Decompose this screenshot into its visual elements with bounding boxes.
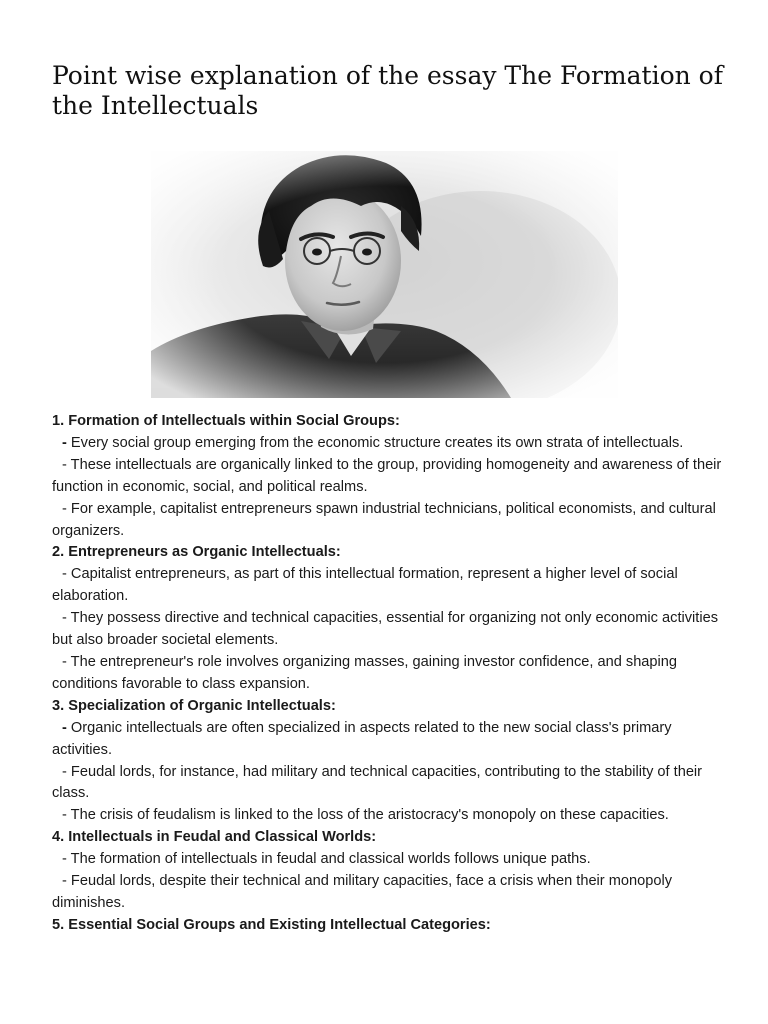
list-item	[52, 762, 724, 806]
section-heading: 3. Specialization of Organic Intellectuals:	[52, 697, 336, 714]
section-1	[52, 411, 724, 542]
point-text: They possess directive and technical capacities, essential for organizing not only economic activities but also broader societal elements.	[52, 610, 718, 649]
section-heading: 2. Entrepreneurs as Organic Intellectuals:	[52, 544, 341, 561]
list-item	[52, 564, 724, 608]
dash: -	[62, 566, 67, 583]
list-item	[52, 608, 724, 652]
document-body	[52, 411, 724, 937]
dash: -	[62, 807, 67, 824]
point-text: For example, capitalist entrepreneurs spawn industrial technicians, political economists, and cultural organizers.	[52, 500, 716, 539]
point-text: Feudal lords, for instance, had military and technical capacities, contributing to the stability of their class.	[52, 763, 703, 802]
dash: -	[62, 763, 67, 780]
list-item	[52, 455, 724, 499]
list-item	[52, 718, 724, 762]
section-5	[52, 915, 724, 937]
dash: -	[62, 851, 67, 868]
section-2	[52, 542, 724, 695]
list-item	[52, 805, 724, 827]
point-text: The entrepreneur's role involves organizing masses, gaining investor confidence, and shaping conditions favorable to class expansion.	[52, 653, 678, 692]
point-text: Every social group emerging from the economic structure creates its own strata of intellectuals.	[66, 434, 684, 451]
dash: -	[62, 653, 67, 670]
dash: -	[62, 873, 67, 890]
section-4	[52, 827, 724, 915]
point-text: Organic intellectuals are often specialized in aspects related to the new social class's primary activities.	[52, 719, 672, 758]
list-item	[52, 871, 724, 915]
list-item	[52, 499, 724, 543]
portrait-icon	[151, 151, 618, 398]
dash: -	[62, 456, 67, 473]
portrait-photograph	[151, 151, 618, 398]
list-item	[52, 433, 724, 455]
document-title: Point wise explanation of the essay The Formation of the Intellectuals	[52, 61, 723, 120]
section-heading: 4. Intellectuals in Feudal and Classical Worlds:	[52, 829, 377, 846]
point-text: These intellectuals are organically linked to the group, providing homogeneity and awareness of their function in economic, social, and political realms.	[52, 456, 722, 495]
dash: -	[62, 719, 67, 736]
list-item	[52, 849, 724, 871]
point-text: Capitalist entrepreneurs, as part of this intellectual formation, represent a higher level of social elaboration.	[52, 566, 678, 605]
section-heading: 5. Essential Social Groups and Existing Intellectual Categories:	[52, 916, 491, 933]
list-item	[52, 652, 724, 696]
dash: -	[62, 610, 67, 627]
point-text: The formation of intellectuals in feudal and classical worlds follows unique paths.	[66, 851, 591, 868]
dash: -	[62, 500, 67, 517]
dash: -	[62, 434, 67, 451]
point-text: Feudal lords, despite their technical and military capacities, face a crisis when their monopoly diminishes.	[52, 873, 672, 911]
section-3	[52, 696, 724, 827]
section-heading: 1. Formation of Intellectuals within Social Groups:	[52, 413, 400, 429]
point-text: The crisis of feudalism is linked to the loss of the aristocracy's monopoly on these capacities.	[66, 807, 669, 824]
